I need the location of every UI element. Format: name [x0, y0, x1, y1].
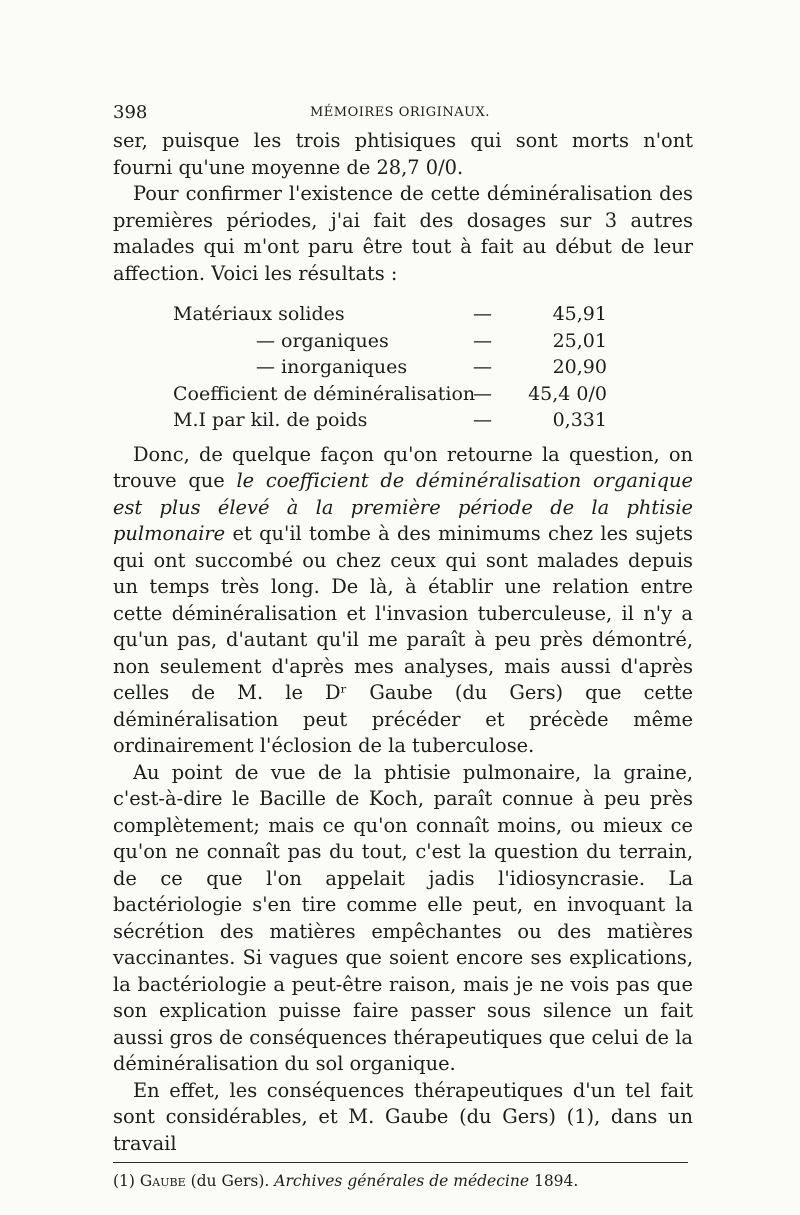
page-number: 398 — [113, 102, 148, 123]
footnote-place: (du Gers). — [190, 1172, 270, 1190]
paragraph-4: Au point de vue de la phtisie pulmonaire, la graine, c'est-à-dire le Bacille de Koch, paraît connue à peu près complètement; mais ce qu'on connaît moins, ou mieux ce qu'on ne connaît pas du tout, c'est la question du terrain, de ce que l'on appelait jadis l'idiosyncrasie. La bactériologie s'en tire comme elle peut, en invoquant la sécrétion des matières empêchantes ou des matières vaccinantes. Si vagues que soient encore ses explications, la bactériologie a peut-être raison, mais je ne vois pas que son explication puisse faire passer sous silence un fait aussi gros de conséquences thérapeutiques que celui de la déminéralisation du sol organique. — [113, 760, 693, 1075]
results-row — [113, 301, 693, 328]
results-dash: — — [473, 382, 492, 405]
results-label: M.I par kil. de poids — [173, 409, 368, 431]
results-dash: — — [473, 356, 492, 378]
footnote-rule — [113, 1162, 688, 1163]
results-dash: — — [473, 409, 492, 431]
results-label: — organiques — [256, 329, 389, 352]
results-row — [113, 381, 693, 408]
results-row — [113, 328, 693, 355]
results-value: 45,4 0/0 — [528, 382, 607, 405]
footnote-year: 1894. — [533, 1172, 579, 1190]
results-table — [113, 301, 693, 434]
footnote-marker: (1) — [113, 1172, 135, 1190]
running-title: MÉMOIRES ORIGINAUX. — [310, 105, 490, 120]
footnote — [113, 1171, 693, 1191]
paragraph-3-italic: le coefficient de déminéralisation organique est plus élevé à la première période de la phtisie pulmonaire — [113, 469, 693, 545]
results-dash: — — [473, 303, 492, 325]
results-label: Coefficient de déminéralisation — [173, 382, 476, 405]
footnote-journal: Archives générales de médecine — [274, 1172, 530, 1190]
page — [113, 100, 693, 1191]
paragraph-3-start: Donc, de quelque façon qu'on retourne la question, on trouve que — [113, 442, 693, 492]
footnote-author: Gaube — [139, 1172, 186, 1190]
paragraph-3-end: et qu'il tombe à des minimums chez les sujets qui ont succombé ou chez ceux qui sont malades depuis un temps très long. De là, à établir une relation entre cette déminéralisation et l'invasion tuberculeuse, il n'y a qu'un pas, d'autant qu'il me paraît à peu près démontré, non seulement d'après mes analyses, mais aussi d'après celles de M. le Dʳ Gaube (du Gers) que cette déminéralisation peut précéder et précède même ordinairement l'éclosion de la tuberculose. — [113, 522, 693, 757]
paragraph-3 — [113, 442, 693, 760]
results-label: — inorganiques — [256, 356, 408, 378]
paragraph-5: En effet, les conséquences thérapeutiques d'un tel fait sont considérables, et M. Gaube (du Gers) (1), dans un travail — [113, 1078, 693, 1155]
results-value: 20,90 — [552, 356, 607, 378]
results-dash: — — [473, 329, 492, 352]
results-value: 0,331 — [552, 409, 607, 431]
results-value: 45,91 — [552, 303, 607, 325]
paragraph-1: ser, puisque les trois phtisiques qui sont morts n'ont fourni qu'une moyenne de 28,7 0/0. — [113, 129, 693, 179]
paragraph-2: Pour confirmer l'existence de cette déminéralisation des premières périodes, j'ai fait des dosages sur 3 autres malades qui m'ont paru être tout à fait au début de leur affection. Voici les résultats : — [113, 182, 693, 285]
results-row — [113, 407, 693, 434]
results-label: Matériaux solides — [173, 303, 345, 325]
results-value: 25,01 — [552, 329, 607, 352]
results-row — [113, 354, 693, 381]
running-head — [113, 100, 693, 128]
